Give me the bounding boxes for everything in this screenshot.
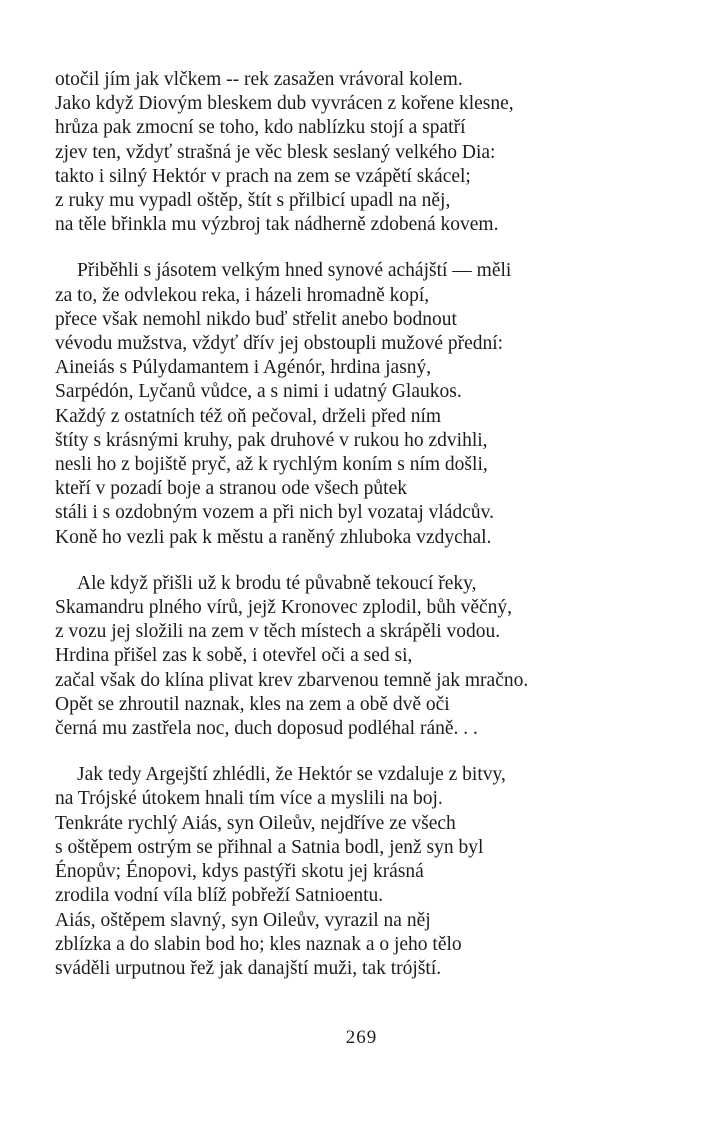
page-number: 269 [345,1027,378,1048]
poem-text [55,68,715,1003]
verse-line: Sarpédón, Lyčanů vůdce, a s nimi i udatný Glaukos. [55,381,462,403]
verse-line: černá mu zastřela noc, duch doposud podléhal ráně. . . [55,718,478,740]
stanza-1 [55,68,715,237]
verse-line: přece však nemohl nikdo buď střelit anebo bodnout [55,308,457,330]
verse-line: Opět se zhroutil naznak, kles na zem a obě dvě oči [55,693,450,715]
verse-line: štíty s krásnými kruhy, pak druhové v rukou ho zdvihli, [55,429,488,451]
verse-line: z vozu jej složili na zem v těch místech a skrápěli vodou. [55,621,501,643]
verse-line: Každý z ostatních též oň pečoval, drželi před ním [55,405,442,427]
verse-line: za to, že odvlekou reka, i házeli hromadně kopí, [55,284,430,306]
verse-line: Tenkráte rychlý Aiás, syn Oileův, nejdříve ze všech [55,812,456,834]
verse-line: sváděli urputnou řež jak danajští muži, tak trójští. [55,957,442,979]
verse-line: vévodu mužstva, vždyť dřív jej obstoupli mužové přední: [55,333,504,355]
stanza-2 [55,259,715,549]
verse-line: s oštěpem ostrým se přihnal a Satnia bodl, jenž syn byl [55,836,484,858]
verse-line: zjev ten, vždyť strašná je věc blesk seslaný velkého Dia: [55,141,496,163]
verse-line-first: Ale když přišli už k brodu té půvabně tekoucí řeky, [77,572,477,594]
verse-line: kteří v pozadí boje a stranou ode všech půtek [55,478,407,500]
verse-line: Hrdina přišel zas k sobě, i otevřel oči a sed si, [55,645,413,667]
verse-line: Énopův; Énopovi, kdys pastýři skotu jej krásná [55,861,424,883]
verse-line: zblízka a do slabin bod ho; kles naznak a o jeho tělo [55,933,462,955]
verse-line: na Trójské útokem hnali tím více a myslili na boj. [55,788,443,810]
verse-line: zrodila vodní víla blíž pobřeží Satnioentu. [55,885,384,907]
verse-line: takto i silný Hektór v prach na zem se vzápětí skácel; [55,165,471,187]
verse-line: Skamandru plného vírů, jejž Kronovec zplodil, bůh věčný, [55,597,513,619]
stanza-4 [55,763,715,981]
stanza-3 [55,572,715,741]
verse-line: na těle břinkla mu výzbroj tak nádherně zdobená kovem. [55,214,499,236]
verse-line: Koně ho vezli pak k městu a raněný zhluboka vzdychal. [55,526,492,548]
verse-line: hrůza pak zmocní se toho, kdo nablízku stojí a spatří [55,117,466,139]
verse-line: otočil jím jak vlčkem -- rek zasažen vrávoral kolem. [55,69,463,90]
verse-line: z ruky mu vypadl oštěp, štít s přilbicí upadl na něj, [55,190,451,212]
verse-line: začal však do klína plivat krev zbarvenou temně jak mračno. [55,669,529,691]
verse-line-first: Jak tedy Argejští zhlédli, že Hektór se vzdaluje z bitvy, [77,764,506,786]
verse-line: Jako když Diovým bleskem dub vyvrácen z kořene klesne, [55,93,514,115]
verse-line: nesli ho z bojiště pryč, až k rychlým koním s ním došli, [55,454,488,476]
verse-line-first: Přiběhli s jásotem velkým hned synové achájští — měli [77,260,512,282]
verse-line: Aineiás s Púlydamantem i Agénór, hrdina jasný, [55,357,432,379]
verse-line: Aiás, oštěpem slavný, syn Oileův, vyrazil na něj [55,909,431,931]
verse-line: stáli i s ozdobným vozem a při nich byl vozataj vládcův. [55,502,494,524]
